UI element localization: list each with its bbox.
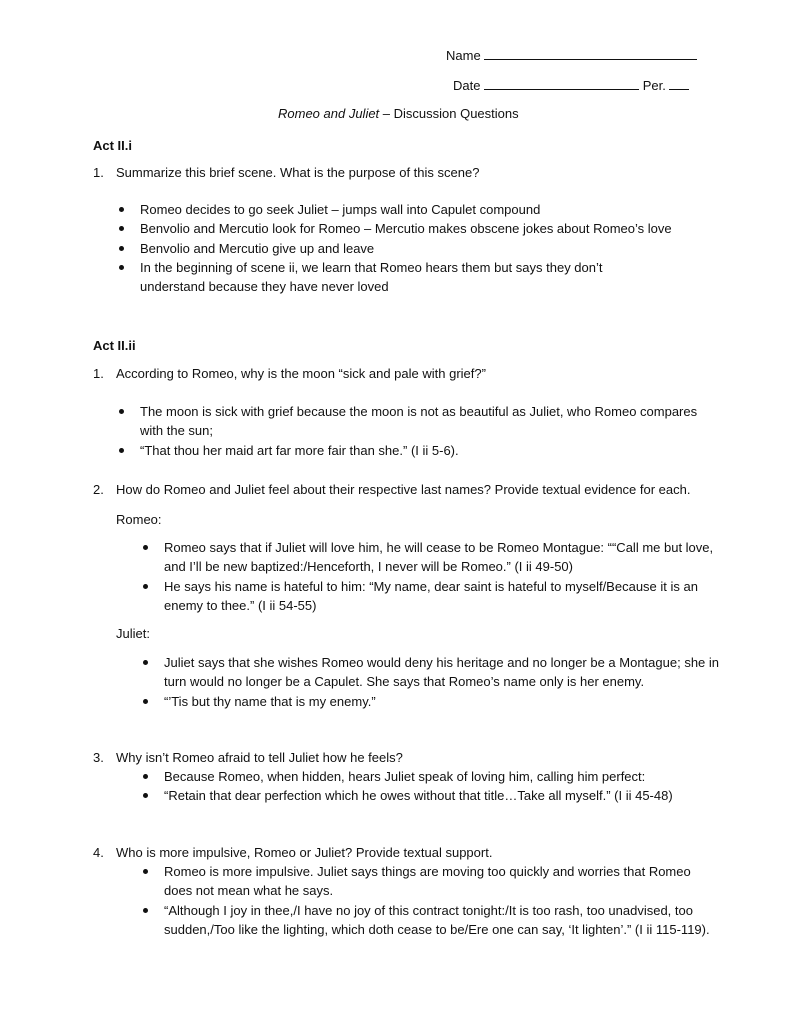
answer-list: [140, 538, 714, 615]
list-item: “Retain that dear perfection which he owes without that title…Take all myself.” (I ii 45-48): [140, 786, 710, 805]
name-label: Name: [446, 48, 481, 63]
list-item: Benvolio and Mercutio give up and leave: [116, 239, 696, 258]
play-title: Romeo and Juliet: [278, 106, 380, 121]
list-item: Romeo decides to go seek Juliet – jumps wall into Capulet compound: [116, 200, 696, 219]
question-text: Summarize this brief scene. What is the purpose of this scene?: [116, 165, 480, 180]
question-number: 1.: [93, 165, 104, 180]
answer-list: [140, 862, 710, 939]
name-blank: [484, 45, 697, 60]
list-item: The moon is sick with grief because the moon is not as beautiful as Juliet, who Romeo compares with the sun;: [116, 402, 706, 441]
date-blank: [484, 75, 639, 90]
act-2-2-heading: Act II.ii: [93, 338, 136, 353]
question-number: 2.: [93, 482, 104, 497]
page-title: [278, 104, 519, 123]
question-text: According to Romeo, why is the moon “sick and pale with grief?”: [116, 366, 486, 381]
question-text: Why isn’t Romeo afraid to tell Juliet how he feels?: [116, 750, 403, 765]
question-number: 4.: [93, 845, 104, 860]
list-item: Romeo is more impulsive. Juliet says things are moving too quickly and worries that Romeo does not mean what he says.: [140, 862, 720, 901]
list-item: In the beginning of scene ii, we learn that Romeo hears them but says they don’t understand because they have never loved: [116, 258, 660, 297]
period-blank: [669, 75, 689, 90]
romeo-label: Romeo:: [116, 512, 162, 527]
list-item: He says his name is hateful to him: “My name, dear saint is hateful to myself/Because it is an enemy to thee.” (I ii 54-55): [140, 577, 724, 616]
question-text: How do Romeo and Juliet feel about their respective last names? Provide textual evidence for each.: [116, 482, 691, 497]
list-item: Juliet says that she wishes Romeo would deny his heritage and no longer be a Montague; she in turn would no longer be a Capulet. She says that Romeo’s name only is her enemy.: [140, 653, 724, 692]
answer-list: [140, 767, 710, 806]
juliet-label: Juliet:: [116, 626, 150, 641]
list-item: Because Romeo, when hidden, hears Juliet speak of loving him, calling him perfect:: [140, 767, 710, 786]
date-label: Date: [453, 78, 481, 93]
answer-list: [140, 653, 720, 711]
question-number: 1.: [93, 366, 104, 381]
question-number: 3.: [93, 750, 104, 765]
list-item: “Although I joy in thee,/I have no joy of this contract tonight:/It is too rash, too unadvised, too sudden,/Too like the lighting, which doth cease to be/Ere one can say, ‘It lighten’.” (I ii 115-119).: [140, 901, 720, 940]
list-item: Romeo says that if Juliet will love him, he will cease to be Romeo Montague: ““Call me but love, and I’ll be new baptized:/Henceforth, I never will be Romeo.” (I ii 49-50): [140, 538, 724, 577]
period-label: Per.: [642, 78, 666, 93]
date-line: [453, 75, 689, 95]
name-line: [446, 45, 697, 65]
answer-list: [116, 402, 706, 460]
question-text: Who is more impulsive, Romeo or Juliet? Provide textual support.: [116, 845, 493, 860]
answer-list: [116, 200, 696, 296]
title-suffix: – Discussion Questions: [379, 106, 519, 121]
list-item: “’Tis but thy name that is my enemy.”: [140, 692, 710, 711]
act-2-1-heading: Act II.i: [93, 138, 133, 153]
list-item: “That thou her maid art far more fair than she.” (I ii 5-6).: [116, 441, 706, 460]
list-item: Benvolio and Mercutio look for Romeo – Mercutio makes obscene jokes about Romeo’s love: [116, 219, 696, 238]
